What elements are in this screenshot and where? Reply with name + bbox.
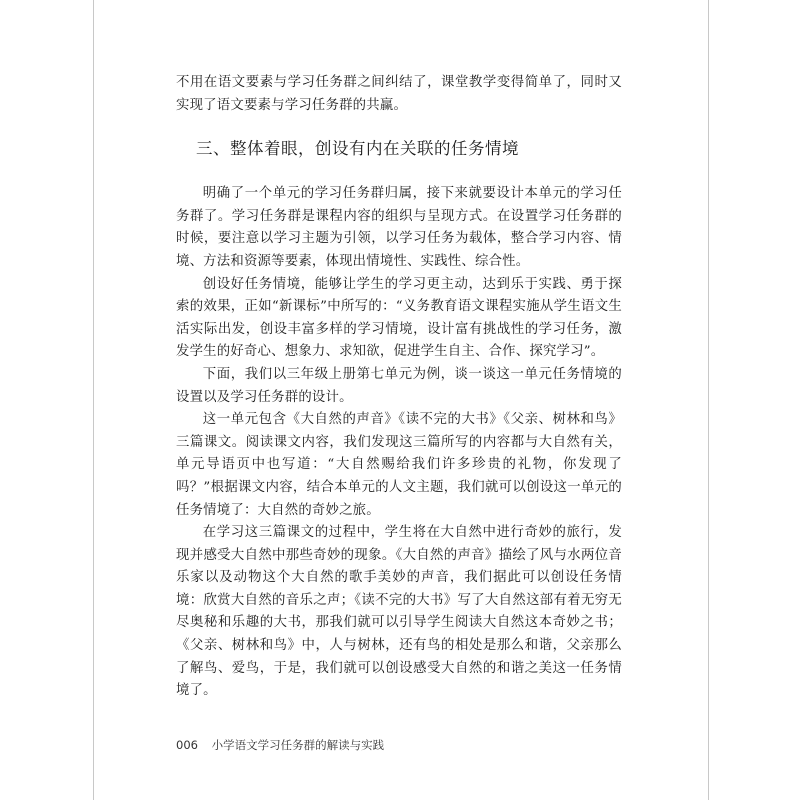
paragraph: 明确了一个单元的学习任务群归属，接下来就要设计本单元的学习任务群了。学习任务群是课程内容的组织与呈现方式。在设置学习任务群的时候，要注意以学习主题为引领，以学习任务为载体，整合学习内容、情境、方法和资源等要素，体现出情境性、实践性、综合性。 bbox=[176, 186, 622, 269]
paragraph: 下面，我们以三年级上册第七单元为例，谈一谈这一单元任务情境的设置以及学习任务群的设计。 bbox=[176, 366, 622, 405]
paragraph: 创设好任务情境，能够让学生的学习更主动，达到乐于实践、勇于探索的效果，正如“新课标”中所写的：“义务教育语文课程实施从学生语文生活实际出发，创设丰富多样的学习情境，设计富有挑战性的学习任务，激发学生的好奇心、想象力、求知欲，促进学生自主、合作、探究学习”。 bbox=[176, 276, 622, 360]
paragraph: 这一单元包含《大自然的声音》《读不完的大书》《父亲、树林和鸟》三篇课文。阅读课文内容，我们发现这三篇所写的内容都与大自然有关，单元导语页中也写道：“大自然赐给我们许多珍贵的礼物，你发现了吗？”根据课文内容，结合本单元的人文主题，我们就可以创设这一单元的任务情境了：大自然的奇妙之旅。 bbox=[176, 412, 622, 518]
page-footer bbox=[176, 737, 384, 753]
paragraph: 在学习这三篇课文的过程中，学生将在大自然中进行奇妙的旅行，发现并感受大自然中那些奇妙的现象。《大自然的声音》描绘了风与水两位音乐家以及动物这个大自然的歌手美妙的声音，我们据此可以创设任务情境：欣赏大自然的音乐之声；《读不完的大书》写了大自然这部有着无穷无尽奥秘和乐趣的大书，那我们就可以引导学生阅读大自然这本奇妙之书；《父亲、树林和鸟》中，人与树林，还有鸟的相处是那么和谐，父亲那么了解鸟、爱鸟，于是，我们就可以创设感受大自然的和谐之美这一任务情境了。 bbox=[176, 525, 622, 699]
page-body bbox=[176, 72, 622, 703]
running-title: 小学语文学习任务群的解读与实践 bbox=[211, 738, 385, 752]
page-number: 006 bbox=[176, 738, 198, 752]
section-heading: 三、整体着眼，创设有内在关联的任务情境 bbox=[196, 139, 519, 159]
paragraph-continuation: 不用在语文要素与学习任务群之间纠结了，课堂教学变得简单了，同时又实现了语文要素与学习任务群的共赢。 bbox=[176, 75, 622, 113]
